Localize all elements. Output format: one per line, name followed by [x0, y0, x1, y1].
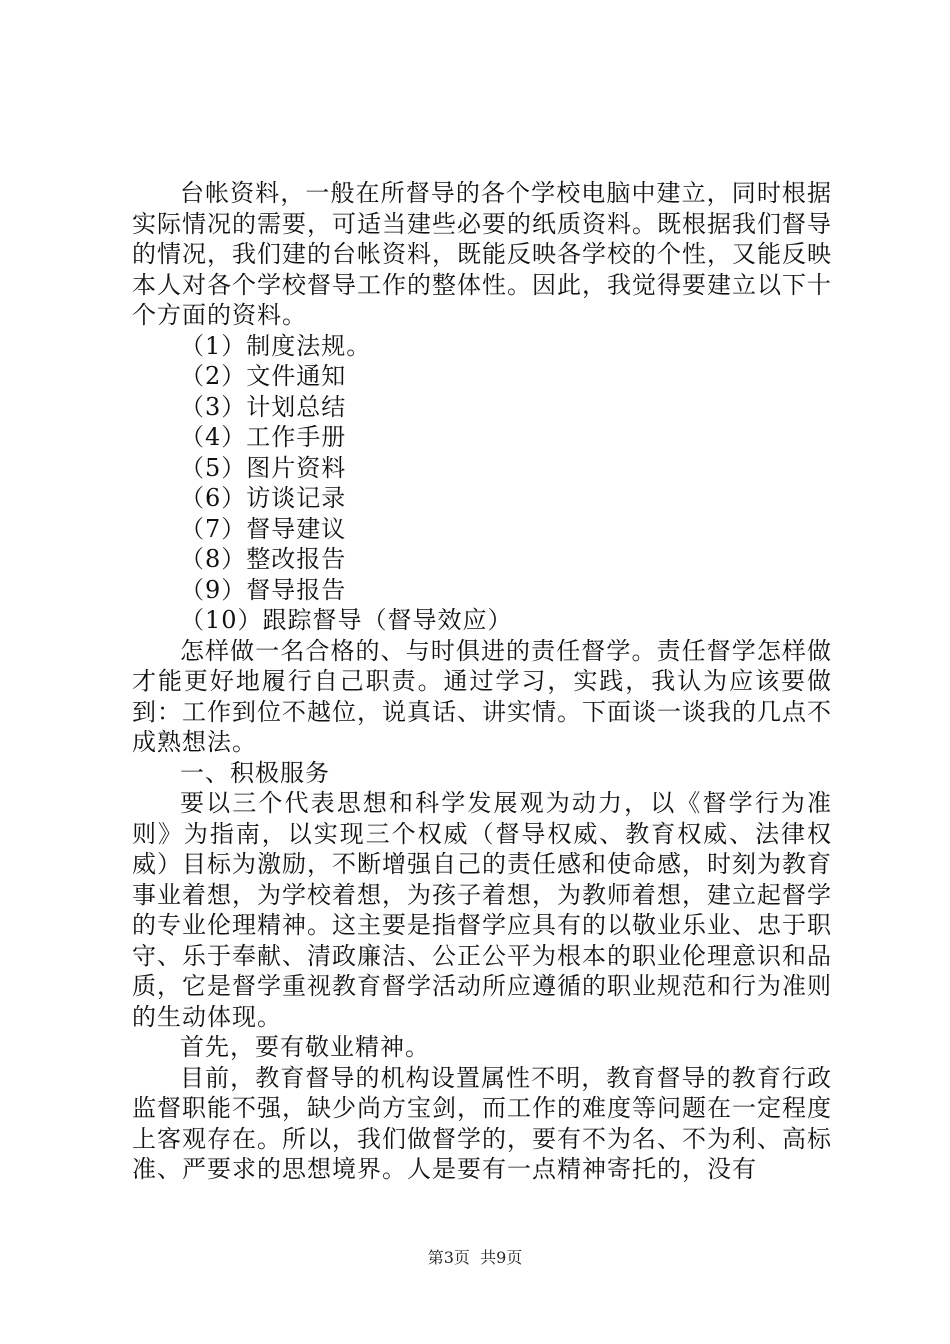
list-item: （9）督导报告: [180, 575, 347, 604]
list-item: （8）整改报告: [180, 545, 347, 573]
current-situation-paragraph: 目前，教育督导的机构设置属性不明，教育督导的教育行政监督职能不强，缺少尚方宝剑，而工作的难度等问题在一定程度上客观存在。所以，我们做督学的，要有不为名、不为利、高标准、严要求的思想境界。人是要有一点精神寄托的，没有: [132, 1063, 832, 1183]
list-item: （2）文件通知: [180, 362, 347, 390]
list-item: （4）工作手册: [180, 423, 347, 451]
list-item: （1）制度法规。: [180, 331, 372, 360]
service-paragraph: 要以三个代表思想和科学发展观为动力，以《督学行为准则》为指南，以实现三个权威（督导权威、教育权威、法律权威）目标为激励，不断增强自己的责任感和使命感，时刻为教育事业着想，为学校着想，为孩子着想，为教师着想，建立起督学的专业伦理精神。这主要是指督学应具有的以敬业乐业、忠于职守、乐于奉献、清政廉洁、公正公平为根本的职业伦理意识和品质，它是督学重视教育督学活动所应遵循的职业规范和行为准则的生动体现。: [132, 789, 832, 1031]
list-item: （7）督导建议: [180, 514, 347, 543]
list-item: （3）计划总结: [180, 392, 347, 421]
document-body: [132, 178, 832, 1185]
page-number-label: 第3页 共9页: [427, 1248, 523, 1267]
list-item: （6）访谈记录: [180, 484, 347, 512]
list-item: （5）图片资料: [180, 453, 347, 482]
list-item: （10）跟踪督导（督导效应）: [180, 606, 513, 634]
intro-paragraph: 台帐资料，一般在所督导的各个学校电脑中建立，同时根据实际情况的需要，可适当建些必要的纸质资料。既根据我们督导的情况，我们建的台帐资料，既能反映各学校的个性，又能反映本人对各个学校督导工作的整体性。因此，我觉得要建立以下十个方面的资料。: [132, 179, 832, 329]
paragraph-after-list: 怎样做一名合格的、与时俱进的责任督学。责任督学怎样做才能更好地履行自己职责。通过学习，实践，我认为应该要做到：工作到位不越位，说真话、讲实情。下面谈一谈我的几点不成熟想法。: [132, 636, 832, 756]
page-footer: [0, 1245, 950, 1268]
section-heading: 一、积极服务: [180, 758, 330, 787]
first-point-paragraph: 首先，要有敬业精神。: [180, 1033, 430, 1061]
